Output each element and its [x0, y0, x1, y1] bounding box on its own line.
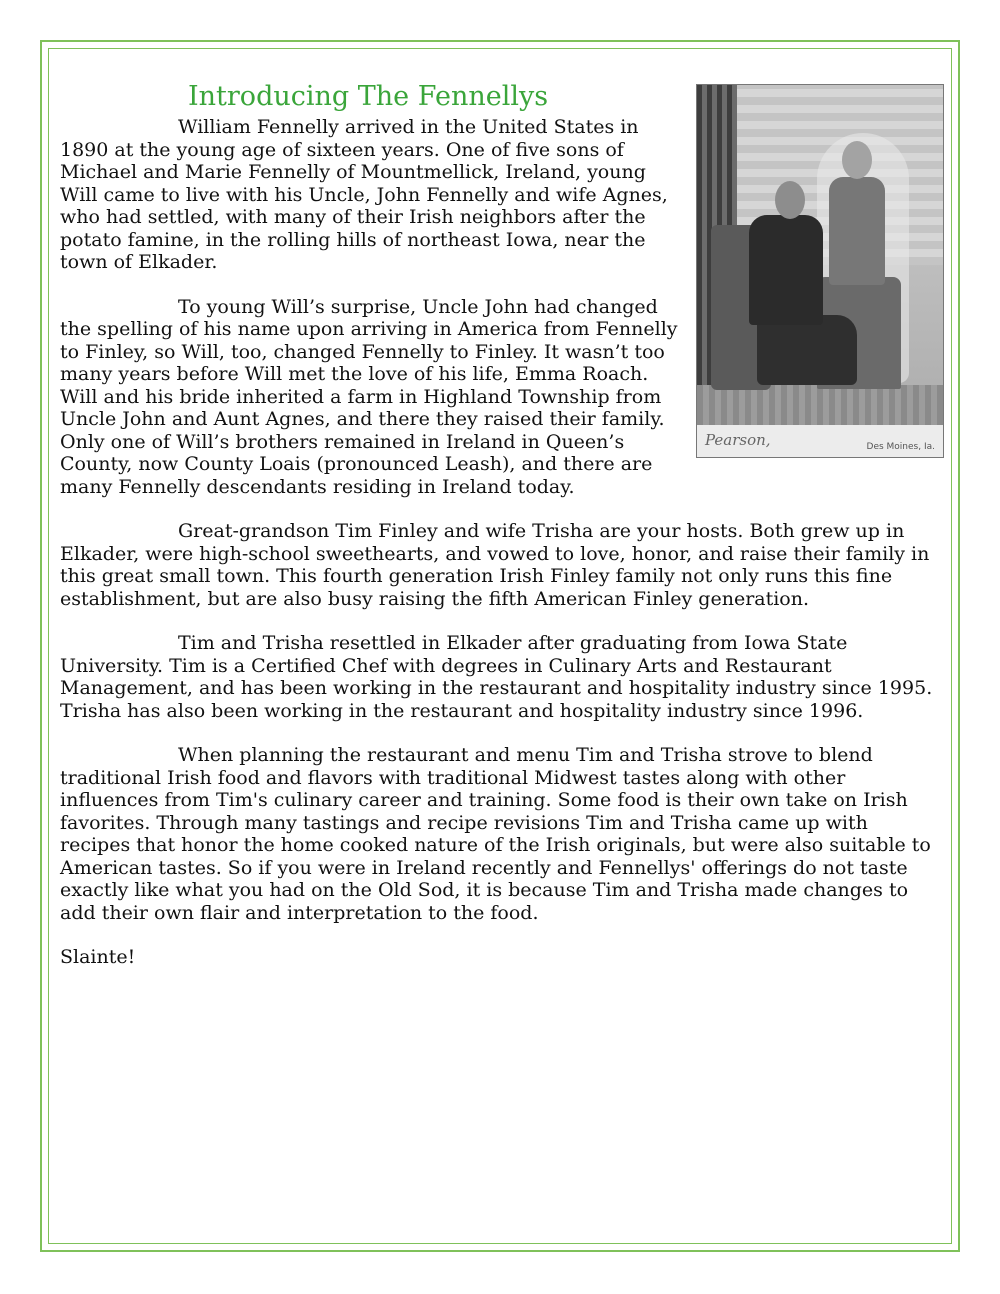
paragraph-name-change: To young Will’s surprise, Uncle John had changed the spelling of his name upon arriving in America from Fennelly to Finley, so Will, too, changed Fennelly to Finley. It wasn’t too many years before Will met the love of his life, Emma Roach. Will and his bride inherited a farm in Highland Township from Uncle John and Aunt Agnes, and there they raised their family. Only one of Will’s brothers remained in Ireland in Queen’s County, now County Loais (pronounced Leash), and there are many Fennelly descendants residing in Ireland today. [60, 295, 678, 498]
paragraph-career: Tim and Trisha resettled in Elkader after graduating from Iowa State University. Tim is a Certified Chef with degrees in Culinary Arts and Restaurant Management, and has been working in the restaurant and hospitality industry since 1995. Trisha has also been working in the restaurant and hospitality industry since 1996. [60, 632, 933, 722]
photo-studio-mark: Pearson, [705, 430, 771, 449]
page-title: Introducing The Fennellys [188, 81, 549, 112]
wedding-photo [696, 84, 944, 458]
document-body [60, 80, 940, 991]
closing-salutation: Slainte! [60, 946, 136, 968]
paragraph-menu: When planning the restaurant and menu Tim and Trisha strove to blend traditional Irish food and flavors with traditional Midwest tastes along with other influences from Tim's culinary career and training. Some food is their own take on Irish favorites. Through many tastings and recipe revisions Tim and Trisha came up with recipes that honor the home cooked nature of the Irish originals, but were also suitable to American tastes. So if you were in Ireland recently and Fennellys' offerings do not taste exactly like what you had on the Old Sod, it is because Tim and Trisha made changes to add their own flair and interpretation to the food. [60, 744, 931, 924]
photo-studio-city: Des Moines, Ia. [866, 442, 935, 452]
paragraph-arrival: William Fennelly arrived in the United States in 1890 at the young age of sixteen years. One of five sons of Michael and Marie Fennelly of Mountmellick, Ireland, young Will came to live with his Uncle, John Fennelly and wife Agnes, who had settled, with many of their Irish neighbors after the potato famine, in the rolling hills of northeast Iowa, near the town of Elkader. [60, 116, 668, 273]
paragraph-hosts: Great-grandson Tim Finley and wife Trisha are your hosts. Both grew up in Elkader, were high-school sweethearts, and vowed to love, honor, and raise their family in this great small town. This fourth generation Irish Finley family not only runs this fine establishment, but are also busy raising the fifth American Finley generation. [60, 520, 930, 610]
